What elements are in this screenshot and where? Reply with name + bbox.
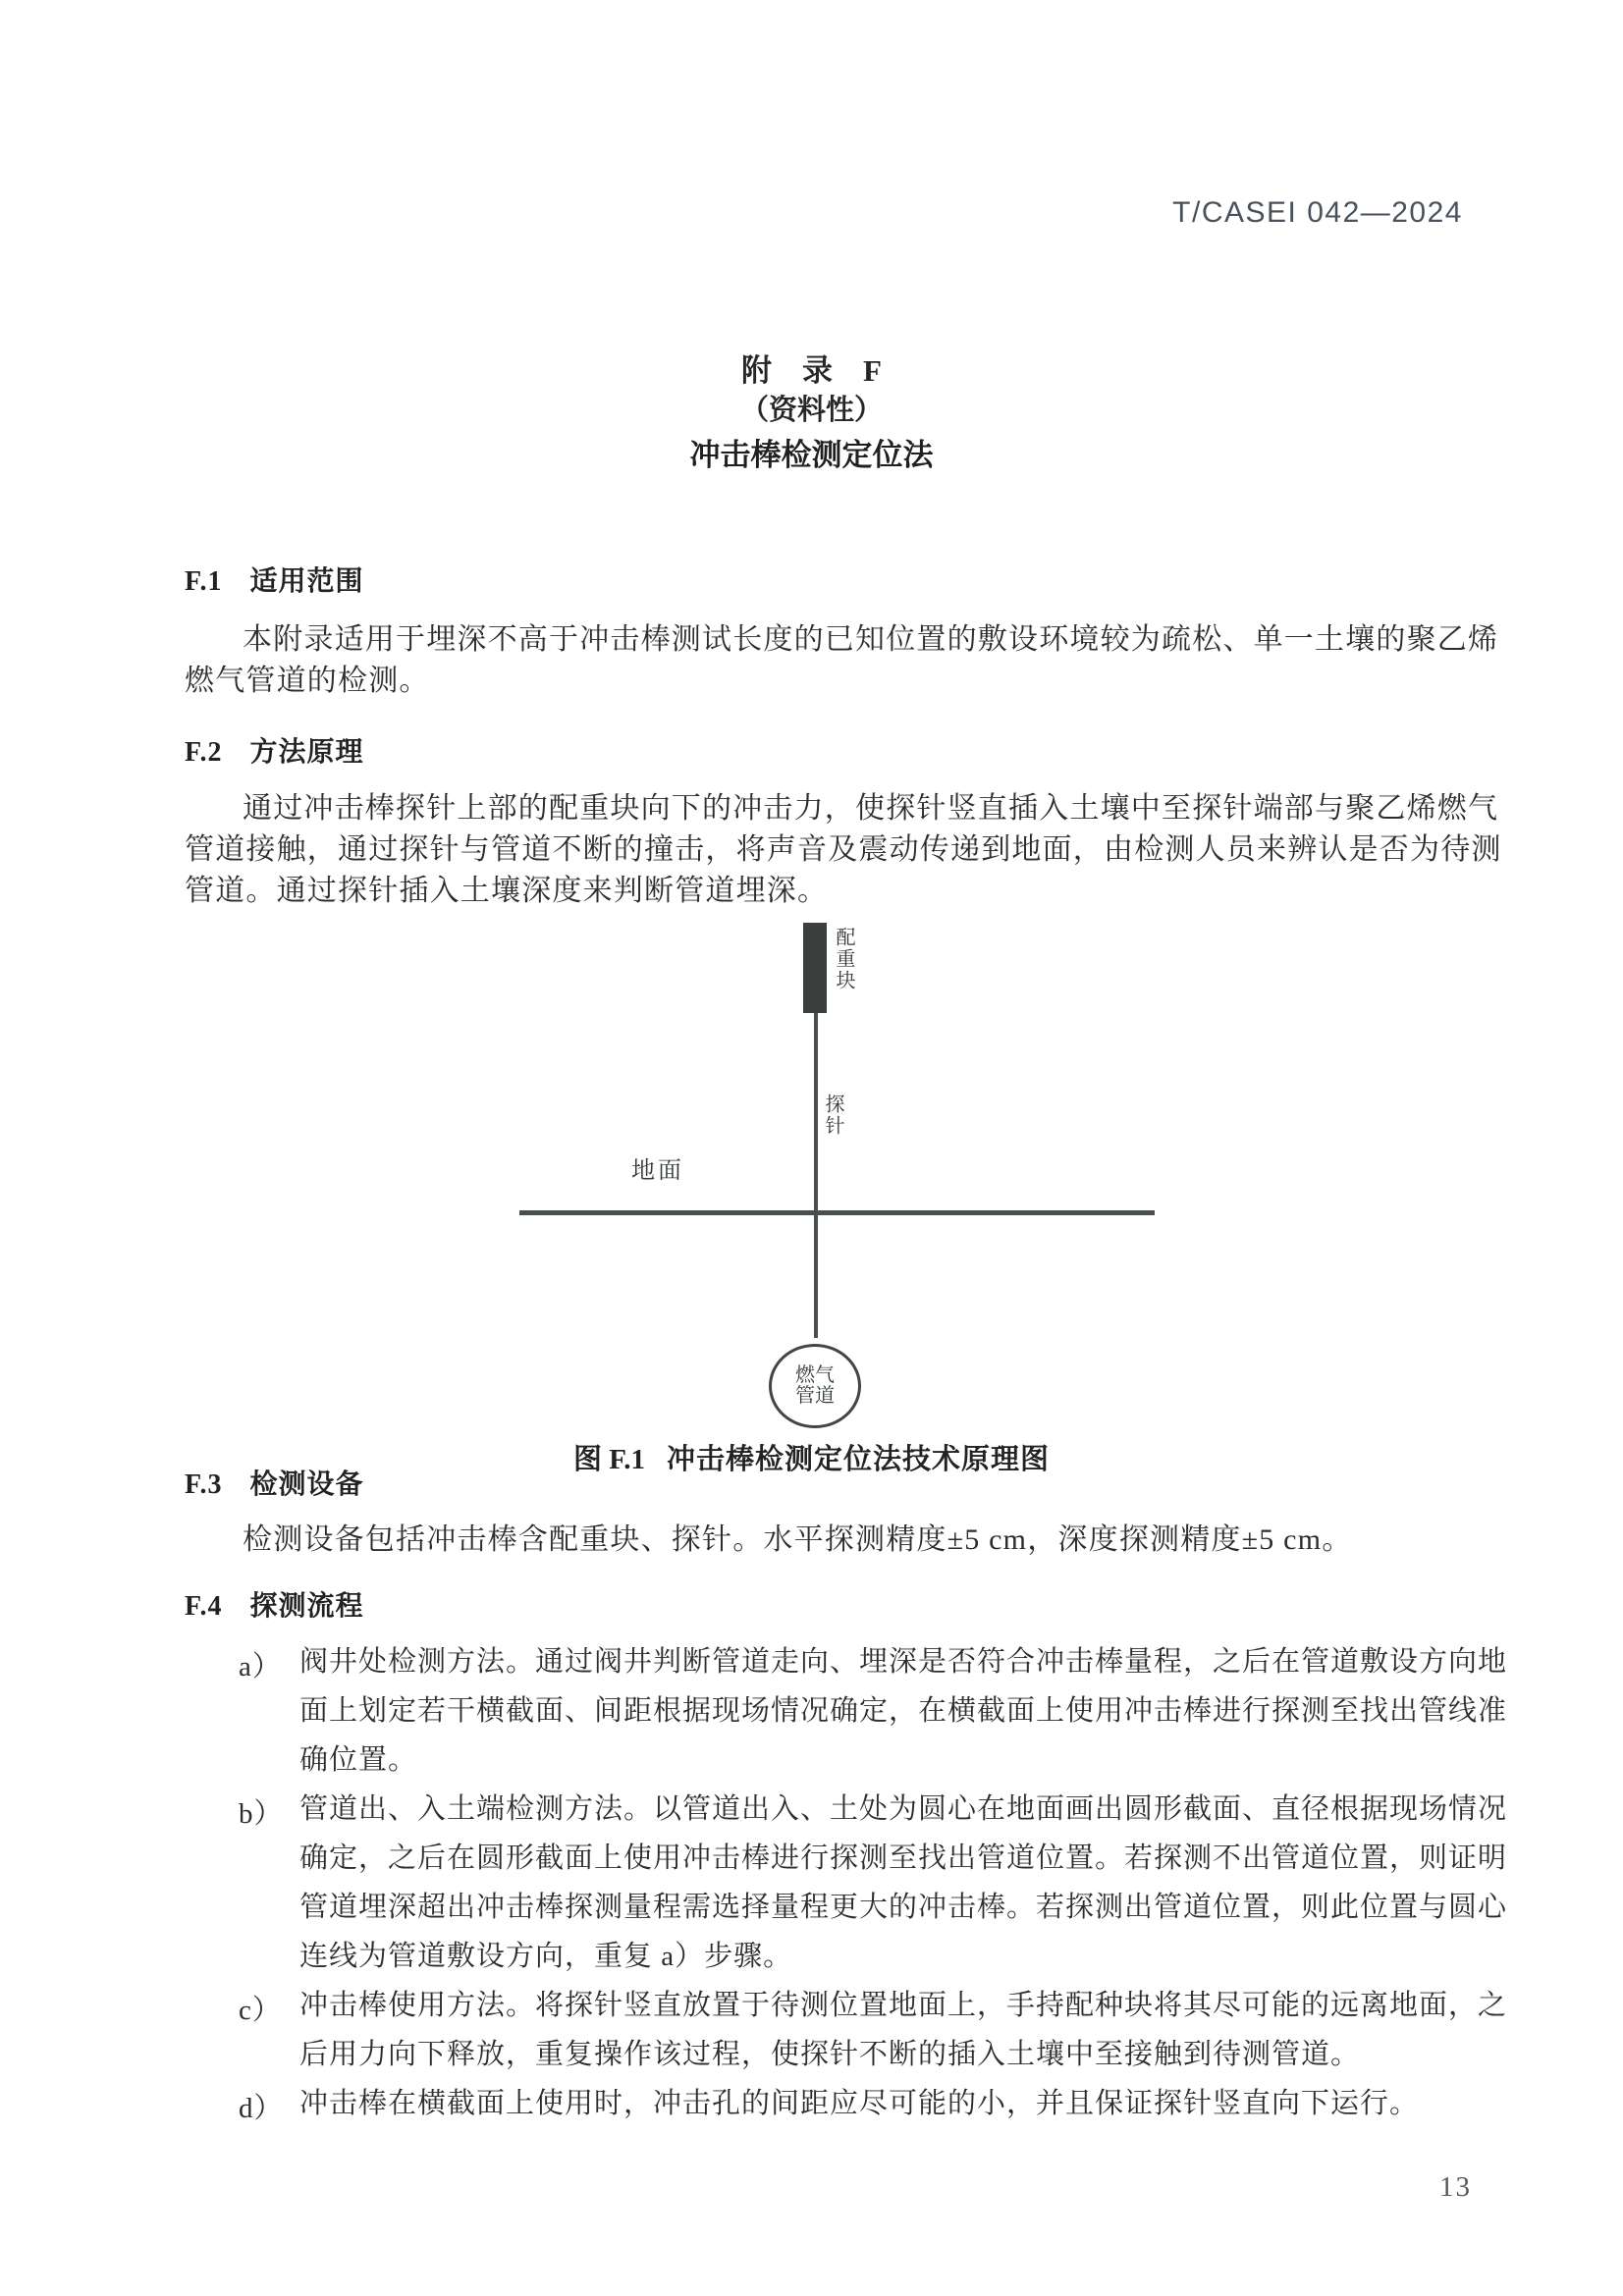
section-f1-heading: [185, 560, 364, 599]
appendix-subtitle: （资料性）: [739, 395, 883, 426]
list-item-marker: b）: [239, 1798, 284, 1830]
list-item-line: 面上划定若干横截面、间距根据现场情况确定，在横截面上使用冲击棒进行探测至找出管线准: [299, 1695, 1508, 1727]
list-item-line: 冲击棒使用方法。将探针竖直放置于待测位置地面上，手持配种块将其尽可能的远离地面，之: [299, 1990, 1508, 2021]
figure-probe-label: 探针: [822, 1094, 843, 1137]
paragraph-line: 检测设备包括冲击棒含配重块、探针。水平探测精度±5 cm，深度探测精度±5 cm。: [243, 1523, 1353, 1556]
paragraph-line: 本附录适用于埋深不高于冲击棒测试长度的已知位置的敷设环境较为疏松、单一土壤的聚乙烯: [243, 623, 1499, 656]
figure-ground-line: [519, 1210, 1155, 1215]
list-item-line: 确定，之后在圆形截面上使用冲击棒进行探测至找出管道位置。若探测不出管道位置，则证明: [299, 1842, 1508, 1874]
section-f3-heading: [185, 1463, 364, 1502]
section-f4-title: 探测流程: [249, 1591, 364, 1622]
section-f3-number: F.3: [185, 1469, 223, 1500]
doc-code: T/CASEI 042—2024: [1172, 196, 1463, 229]
list-item-line: 管道出、入土端检测方法。以管道出入、土处为圆心在地面画出圆形截面、直径根据现场情况: [299, 1793, 1508, 1825]
section-f2-heading: [185, 730, 364, 770]
figure-caption-number: 图 F.1: [572, 1444, 646, 1475]
section-f4-number: F.4: [185, 1591, 223, 1622]
paragraph-line: 管道。通过探针插入土壤深度来判断管道埋深。: [185, 875, 829, 907]
section-f1-number: F.1: [185, 566, 223, 597]
section-f3-title: 检测设备: [249, 1469, 364, 1500]
list-item-marker: a）: [239, 1651, 282, 1682]
list-item-line: 阀井处检测方法。通过阀井判断管道走向、埋深是否符合冲击棒量程，之后在管道敷设方向地: [299, 1646, 1508, 1678]
section-f1-title: 适用范围: [249, 566, 364, 597]
figure-weight-label: 配重块: [833, 927, 854, 991]
list-item-line: 后用力向下释放，重复操作该过程，使探针不断的插入土壤中至接触到待测管道。: [299, 2039, 1361, 2070]
list-item-line: 管道埋深超出冲击棒探测量程需选择量程更大的冲击棒。若探测出管道位置，则此位置与圆心: [299, 1892, 1508, 1923]
section-f2-number: F.2: [185, 737, 223, 768]
figure-pipe-label: 燃气管道: [795, 1364, 835, 1407]
list-item-line: 连线为管道敷设方向，重复 a）步骤。: [299, 1941, 793, 1972]
list-item-marker: c）: [239, 1995, 282, 2026]
list-item-line: 冲击棒在横截面上使用时，冲击孔的间距应尽可能的小，并且保证探针竖直向下运行。: [299, 2088, 1420, 2119]
figure-probe-line: [814, 1013, 818, 1338]
paragraph-line: 通过冲击棒探针上部的配重块向下的冲击力，使探针竖直插入土壤中至探针端部与聚乙烯燃气: [243, 792, 1499, 825]
appendix-name: 冲击棒检测定位法: [689, 438, 934, 472]
appendix-title: 附 录 F: [741, 353, 882, 388]
section-f4-heading: [185, 1584, 364, 1624]
figure-caption-text: 冲击棒检测定位法技术原理图: [667, 1444, 1051, 1475]
section-f2-title: 方法原理: [249, 737, 364, 768]
paragraph-line: 燃气管道的检测。: [185, 665, 430, 697]
figure-pipe-circle: [769, 1344, 861, 1428]
figure-ground-label: 地面: [631, 1158, 684, 1184]
list-item-line: 确位置。: [299, 1744, 418, 1776]
figure-weight-block: [803, 923, 827, 1013]
paragraph-line: 管道接触，通过探针与管道不断的撞击，将声音及震动传递到地面，由检测人员来辨认是否为待测: [185, 833, 1502, 866]
list-item-marker: d）: [239, 2093, 284, 2124]
page-number: 13: [1439, 2171, 1472, 2203]
